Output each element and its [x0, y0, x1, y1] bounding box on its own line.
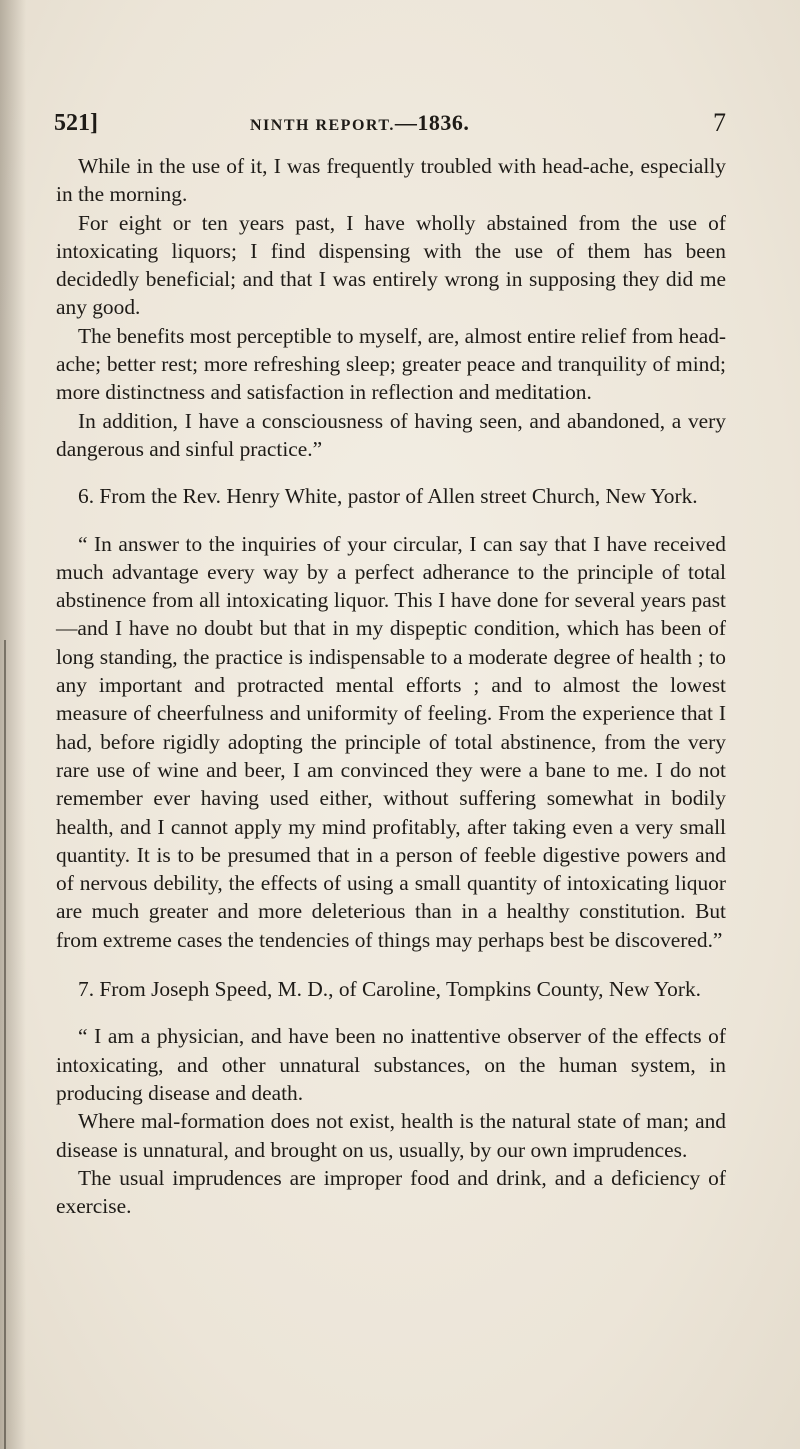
paragraph-imprudences: The usual imprudences are improper food and drink, and a deficiency of exercise.	[56, 1165, 726, 1219]
paragraph-malformation: Where mal-formation does not exist, health is the natural state of man; and disease is unnatural, and brought on us, usually, by our own imprudences.	[56, 1109, 726, 1162]
paragraph-abstained: For eight or ten years past, I have wholly abstained from the use of intoxicating liquors; I find dispensing with the use of them has been decidedly beneficial; and that I was entirely wrong in supposing they did me any good.	[56, 210, 726, 320]
running-title-year: —1836.	[394, 110, 470, 135]
paragraph-headache: While in the use of it, I was frequently troubled with head-ache, especially in the morning.	[56, 154, 726, 207]
folio-number: 7	[713, 108, 726, 137]
page-edge-line	[4, 640, 6, 1449]
paragraph-physician: “ I am a physician, and have been no inattentive observer of the effects of intoxicating, and other unnatural substances, on the human system, in producing disease and death.	[56, 1024, 726, 1105]
running-title-word: NINTH REPORT.	[250, 117, 395, 134]
section-heading-joseph-speed: 7. From Joseph Speed, M. D., of Caroline, Tompkins County, New York.	[78, 977, 701, 1002]
page-header	[54, 110, 726, 140]
running-title	[250, 110, 469, 136]
section-heading-henry-white: 6. From the Rev. Henry White, pastor of Allen street Church, New York.	[78, 484, 698, 509]
paragraph-consciousness: In addition, I have a consciousness of having seen, and abandoned, a very dangerous and sinful practice.”	[56, 408, 726, 461]
body-text	[56, 152, 726, 1220]
page-number: 521]	[54, 110, 98, 136]
paragraph-white-letter: “ In answer to the inquiries of your circular, I can say that I have received much advantage every way by a perfect adherance to the principle of total abstinence from all intoxicating liquor. This I have done for several years past—and I have no doubt but that in my dispeptic condition, which has been of long standing, the practice is indispensable to a moderate degree of health ; to any important and protracted mental efforts ; and to almost the lowest measure of cheerfulness and uniformity of feeling. From the experience that I had, before rigidly adopting the principle of total abstinence, from the very rare use of wine and beer, I am convinced they were a bane to me. I do not remember ever having used either, without suffering somewhat in bodily health, and I cannot apply my mind profitably, after taking even a very small quantity. It is to be presumed that in a person of feeble digestive powers and of nervous debility, the effects of using a small quantity of intoxicating liquor are much greater and more deleterious than in a healthy constitution. But from extreme cases the tendencies of things may perhaps best be discovered.”	[56, 531, 726, 952]
paragraph-benefits: The benefits most perceptible to myself, are, almost entire relief from head-ache; better rest; more refreshing sleep; greater peace and tranquility of mind; more distinctness and satisfaction in reflection and meditation.	[56, 323, 727, 405]
